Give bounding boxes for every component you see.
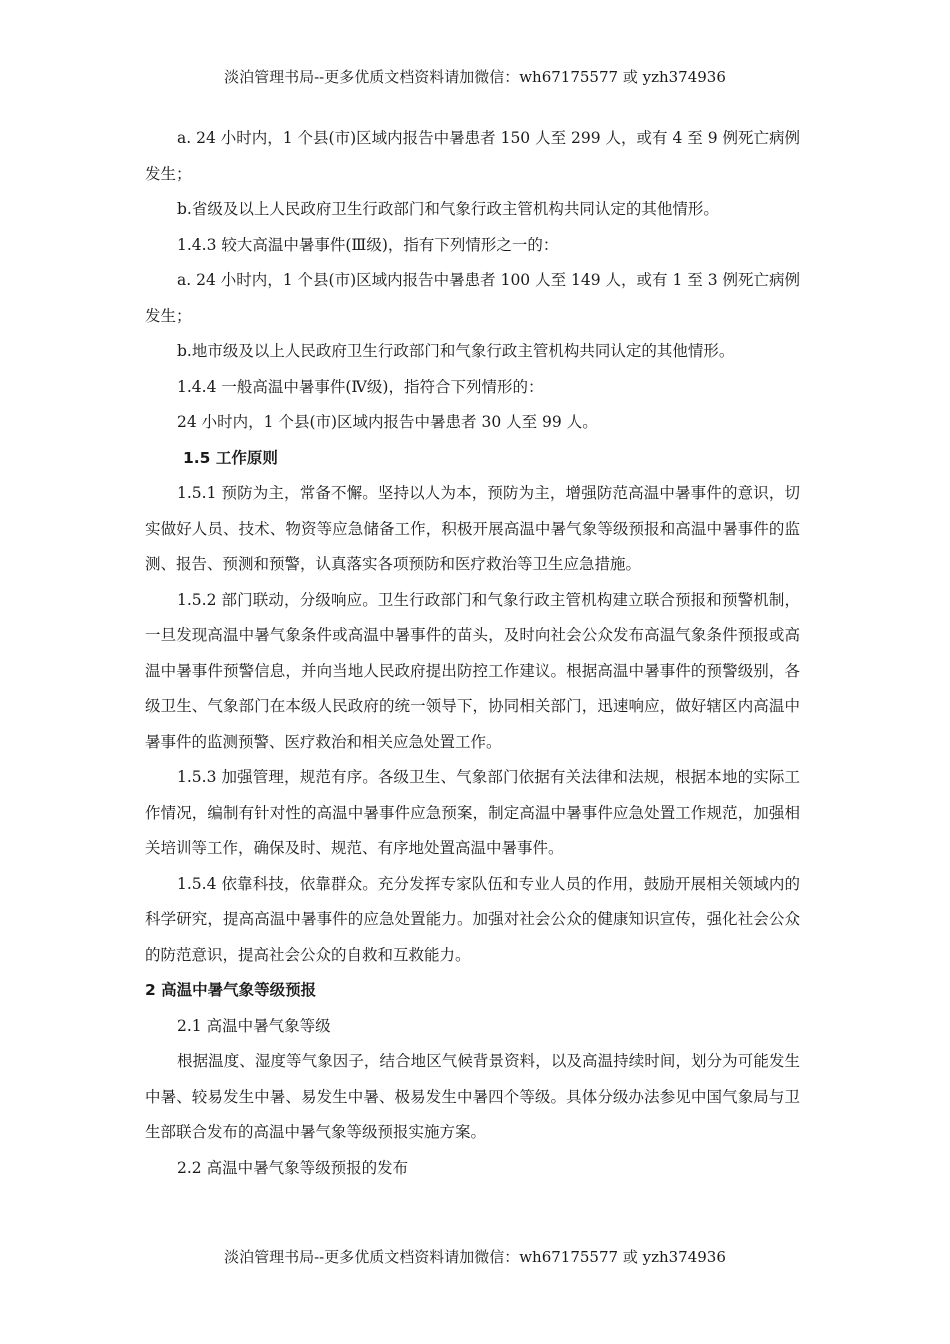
page-footer: 淡泊管理书局--更多优质文档资料请加微信：wh67175577 或 yzh374936	[224, 1248, 726, 1266]
paragraph-1-4-3-a: a. 24 小时内，1 个县(市)区域内报告中暑患者 100 人至 149 人，或有 1 至 3 例死亡病例发生；	[145, 271, 800, 325]
section-heading-2: 2 高温中暑气象等级预报	[145, 981, 317, 999]
paragraph-1-4-2-b: b.省级及以上人民政府卫生行政部门和气象行政主管机构共同认定的其他情形。	[177, 200, 719, 218]
paragraph-1-4-3-heading: 1.4.3 较大高温中暑事件(Ⅲ级)，指有下列情形之一的：	[177, 235, 559, 254]
paragraph-1-4-4-heading: 1.4.4 一般高温中暑事件(Ⅳ级)，指符合下列情形的：	[177, 377, 544, 396]
section-heading-1-5: 1.5 工作原则	[183, 448, 278, 467]
paragraph-1-5-3: 1.5.3 加强管理，规范有序。各级卫生、气象部门依据有关法律和法规，根据本地的实际工作情况，编制有针对性的高温中暑事件应急预案，制定高温中暑事件应急处置工作规范，加强相关培训等工作，确保及时、规范、有序地处置高温中暑事件。	[145, 768, 800, 857]
paragraph-1-5-1: 1.5.1 预防为主，常备不懈。坚持以人为本，预防为主，增强防范高温中暑事件的意识，切实做好人员、技术、物资等应急储备工作，积极开展高温中暑气象等级预报和高温中暑事件的监测、报告、预测和预警，认真落实各项预防和医疗救治等卫生应急措施。	[145, 484, 800, 573]
page-header: 淡泊管理书局--更多优质文档资料请加微信：wh67175577 或 yzh374936	[224, 68, 726, 86]
document-body	[145, 121, 800, 1186]
paragraph-1-4-2-a: a. 24 小时内，1 个县(市)区域内报告中暑患者 150 人至 299 人，或有 4 至 9 例死亡病例发生；	[145, 129, 800, 183]
paragraph-1-4-3-b: b.地市级及以上人民政府卫生行政部门和气象行政主管机构共同认定的其他情形。	[177, 342, 735, 360]
subheading-2-2: 2.2 高温中暑气象等级预报的发布	[177, 1158, 409, 1177]
paragraph-2-1-body: 根据温度、湿度等气象因子，结合地区气候背景资料，以及高温持续时间，划分为可能发生中暑、较易发生中暑、易发生中暑、极易发生中暑四个等级。具体分级办法参见中国气象局与卫生部联合发布的高温中暑气象等级预报实施方案。	[145, 1052, 800, 1141]
paragraph-1-5-2: 1.5.2 部门联动，分级响应。卫生行政部门和气象行政主管机构建立联合预报和预警机制，一旦发现高温中暑气象条件或高温中暑事件的苗头，及时向社会公众发布高温气象条件预报或高温中暑事件预警信息，并向当地人民政府提出防控工作建议。根据高温中暑事件的预警级别，各级卫生、气象部门在本级人民政府的统一领导下，协同相关部门，迅速响应，做好辖区内高温中暑事件的监测预警、医疗救治和相关应急处置工作。	[145, 590, 800, 751]
subheading-2-1: 2.1 高温中暑气象等级	[177, 1016, 331, 1035]
paragraph-1-5-4: 1.5.4 依靠科技，依靠群众。充分发挥专家队伍和专业人员的作用，鼓励开展相关领域内的科学研究，提高高温中暑事件的应急处置能力。加强对社会公众的健康知识宣传，强化社会公众的防范意识，提高社会公众的自救和互救能力。	[145, 874, 800, 964]
paragraph-1-4-4-body: 24 小时内，1 个县(市)区域内报告中暑患者 30 人至 99 人。	[177, 413, 598, 431]
